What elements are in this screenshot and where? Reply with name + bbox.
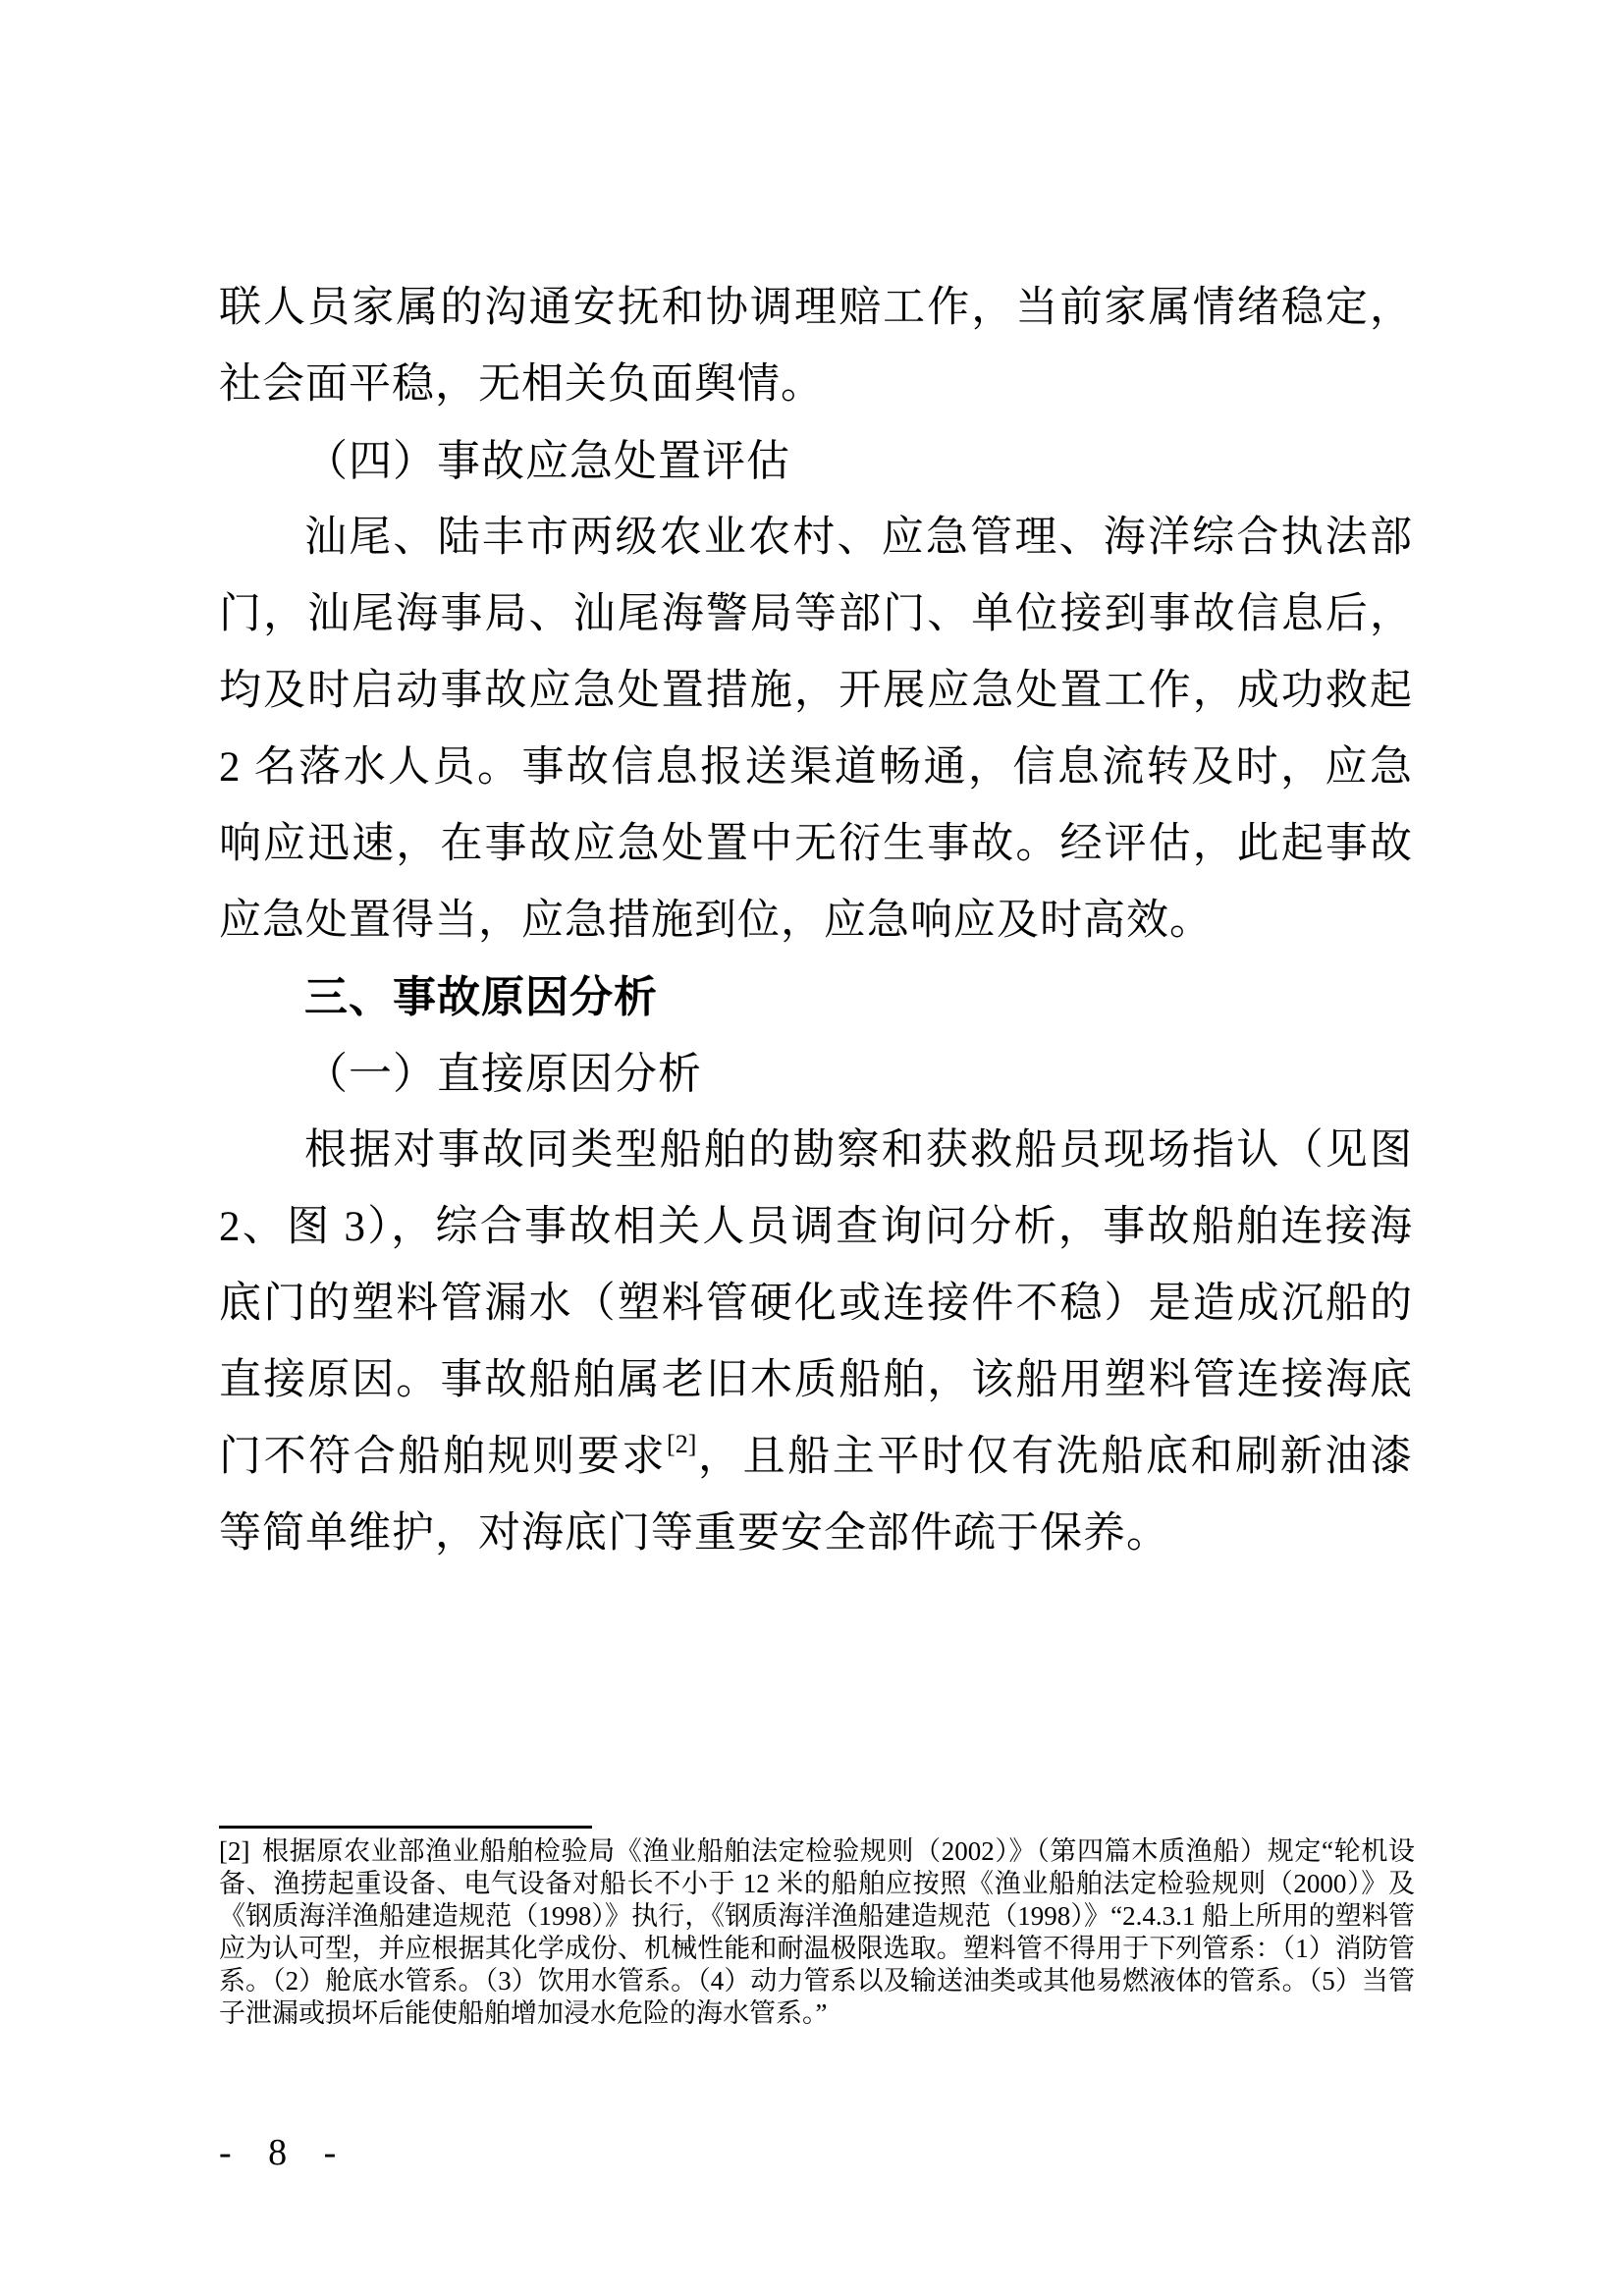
paragraph-emergency-response: 汕尾、陆丰市两级农业农村、应急管理、海洋综合执法部门，汕尾海事局、汕尾海警局等部门、单位接到事故信息后，均及时启动事故应急处置措施，开展应急处置工作，成功救起 2 名落水人员。事故信息报送渠道畅通，信息流转及时，应急响应迅速，在事故应急处置中无衍生事故。经评估，此起事故应急处置得当，应急措施到位，应急响应及时高效。 (219, 515, 1413, 944)
heading-section1-direct-cause: （一）直接原因分析 (304, 1050, 702, 1098)
heading-section4-emergency-evaluation: （四）事故应急处置评估 (304, 437, 790, 485)
footnote-marker: [2] (219, 1836, 250, 1866)
footnote-body: 根据原农业部渔业船舶检验局《渔业船舶法定检验规则（2002）》（第四篇木质渔船）规定“轮机设备、渔捞起重设备、电气设备对船长不小于 12 米的船舶应按照《渔业船舶法定检验规则（2000）》及《钢质海洋渔船建造规范（1998）》执行，《钢质海洋渔船建造规范（1998）》“2.4.3.1 船上所用的塑料管应为认可型，并应根据其化学成份、机械性能和耐温极限选取。塑料管不得用于下列管系：（1）消防管系。（2）舱底水管系。（3）饮用水管系。（4）动力管系以及输送油类或其他易燃液体的管系。（5）当管子泄漏或损坏后能使船舶增加浸水危险的海水管系。” (219, 1836, 1415, 2028)
paragraph-continuation: 联人员家属的沟通安抚和协调理赔工作，当前家属情绪稳定，社会面平稳，无相关负面舆情。 (219, 285, 1413, 408)
page-number: - 8 - (219, 2132, 351, 2173)
main-text (219, 270, 1413, 1572)
direct-cause-text-part2: ，且船主平时仅有洗船底和刷新油漆等简单维护，对海底门等重要安全部件疏于保养。 (219, 1434, 1414, 1557)
footnote-text (219, 1835, 1415, 2030)
direct-cause-text-part1: 根据对事故同类型船舶的勘察和获救船员现场指认（见图 2、图 3），综合事故相关人员调查询问分析，事故船舶连接海底门的塑料管漏水（塑料管硬化或连接件不稳）是造成沉船的直接原因。事故船舶属老旧木质船舶，该船用塑料管连接海底门不符合船舶规则要求 (219, 1127, 1413, 1480)
footnote-separator-line (219, 1826, 592, 1829)
footnote-reference-2: [2] (667, 1430, 697, 1458)
heading-chapter3-cause-analysis: 三、事故原因分析 (304, 973, 658, 1021)
paragraph-direct-cause (219, 1113, 1413, 1572)
